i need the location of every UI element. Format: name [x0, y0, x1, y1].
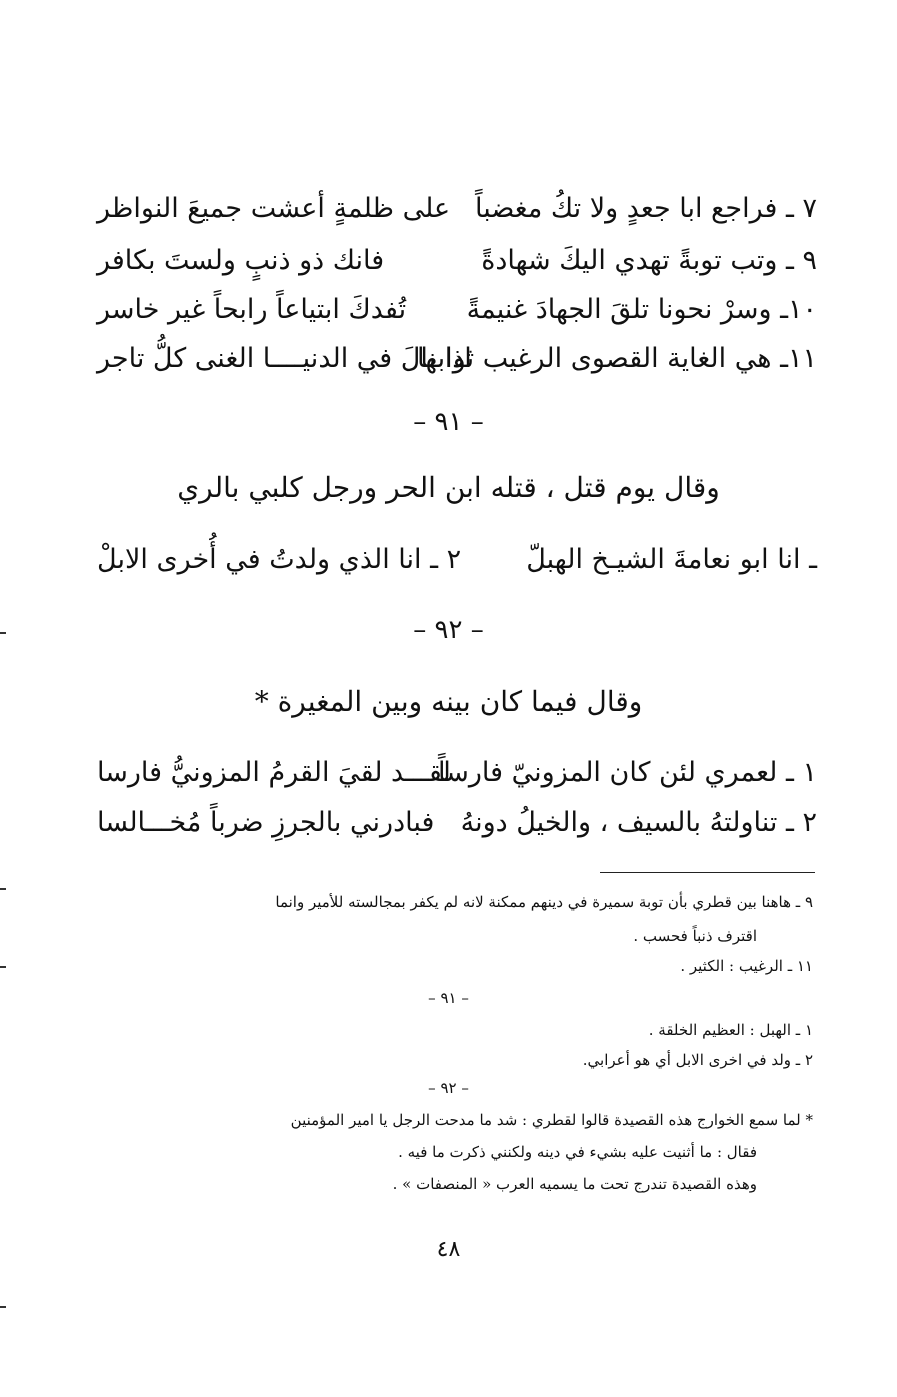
footnote-section-92: – ٩٢ –	[428, 1079, 469, 1097]
verse-first-hemistich: ١١ـ هي الغاية القصوى الرغيب ثوابها	[417, 343, 817, 374]
verse-second-hemistich: اذا نالَ في الدنيــــا الغنى كلُّ تاجر	[97, 343, 472, 374]
verse-line	[97, 184, 817, 234]
verse-line	[97, 334, 817, 384]
verse-second-hemistich: على ظلمةٍ أعشت جميعَ النواظر	[97, 193, 451, 224]
footnote-9-line-1: ٩ ـ هاهنا بين قطري بأن توبة سميرة في دينهم ممكنة لانه لم يكفر بمجالسته للأمير وانما	[275, 893, 813, 911]
verse-line	[97, 535, 817, 585]
footnote-section-91: – ٩١ –	[428, 989, 469, 1007]
footnote-1: ١ ـ الهبل : العظيم الخلقة .	[648, 1021, 813, 1039]
footnote-star-line-3: وهذه القصيدة تندرج تحت ما يسميه العرب « المنصفات » .	[392, 1175, 757, 1193]
scan-edge-mark	[0, 1306, 6, 1308]
footnote-star-line-2: فقال : ما أثنيت عليه بشيء في دينه ولكنني ذكرت ما فيه .	[398, 1143, 757, 1161]
footnote-2: ٢ ـ ولد في اخرى الابل أي هو أعرابي.	[582, 1051, 813, 1069]
verse-first-hemistich: ـ انا ابو نعامةَ الشيـخ الهبلّ	[526, 544, 817, 575]
verse-first-hemistich: ٢ ـ تناولتهُ بالسيف ، والخيلُ دونهُ	[460, 807, 817, 838]
verse-second-hemistich: ٢ ـ انا الذي ولدتُ في أُخرى الابلْ	[97, 544, 462, 575]
scan-edge-mark	[0, 888, 6, 890]
verse-second-hemistich: تُفدكَ ابتياعاً رابحاً غير خاسر	[97, 294, 407, 325]
verse-line	[97, 748, 817, 798]
verse-first-hemistich: ١٠ـ وسرْ نحونا تلقَ الجهادَ غنيمةً	[466, 294, 817, 325]
verse-second-hemistich: لقـــد لقيَ القرمُ المزونيُّ فارسا	[97, 757, 451, 788]
section-heading: وقال فيما كان بينه وبين المغيرة *	[254, 685, 643, 718]
scan-edge-mark	[0, 632, 6, 634]
footnote-11: ١١ ـ الرغيب : الكثير .	[680, 957, 813, 975]
section-number: – ٩١ –	[413, 407, 484, 437]
verse-first-hemistich: ٩ ـ وتب توبةً تهدي اليكَ شهادةً	[481, 245, 817, 276]
scan-edge-mark	[0, 966, 6, 968]
footnote-star-line-1: * لما سمع الخوارج هذه القصيدة قالوا لقطري : شد ما مدحت الرجل يا امير المؤمنين	[290, 1111, 813, 1129]
verse-line	[97, 236, 817, 286]
verse-first-hemistich: ٧ ـ فراجع ابا جعدٍ ولا تكُ مغضباً	[475, 193, 817, 224]
footnote-separator	[600, 872, 815, 873]
verse-second-hemistich: فانك ذو ذنبٍ ولستَ بكافر	[97, 245, 385, 276]
verse-second-hemistich: فبادرني بالجرزِ ضرباً مُخـــالسا	[97, 807, 435, 838]
footnote-9-line-2: اقترف ذنباً فحسب .	[633, 927, 757, 945]
verse-first-hemistich: ١ ـ لعمري لئن كان المزونيّ فارساً	[438, 757, 817, 788]
verse-line	[97, 285, 817, 335]
page-number: ٤٨	[436, 1237, 461, 1262]
section-heading: وقال يوم قتل ، قتله ابن الحر ورجل كلبي بالري	[177, 471, 720, 504]
verse-line	[97, 798, 817, 848]
section-number: – ٩٢ –	[413, 615, 484, 645]
